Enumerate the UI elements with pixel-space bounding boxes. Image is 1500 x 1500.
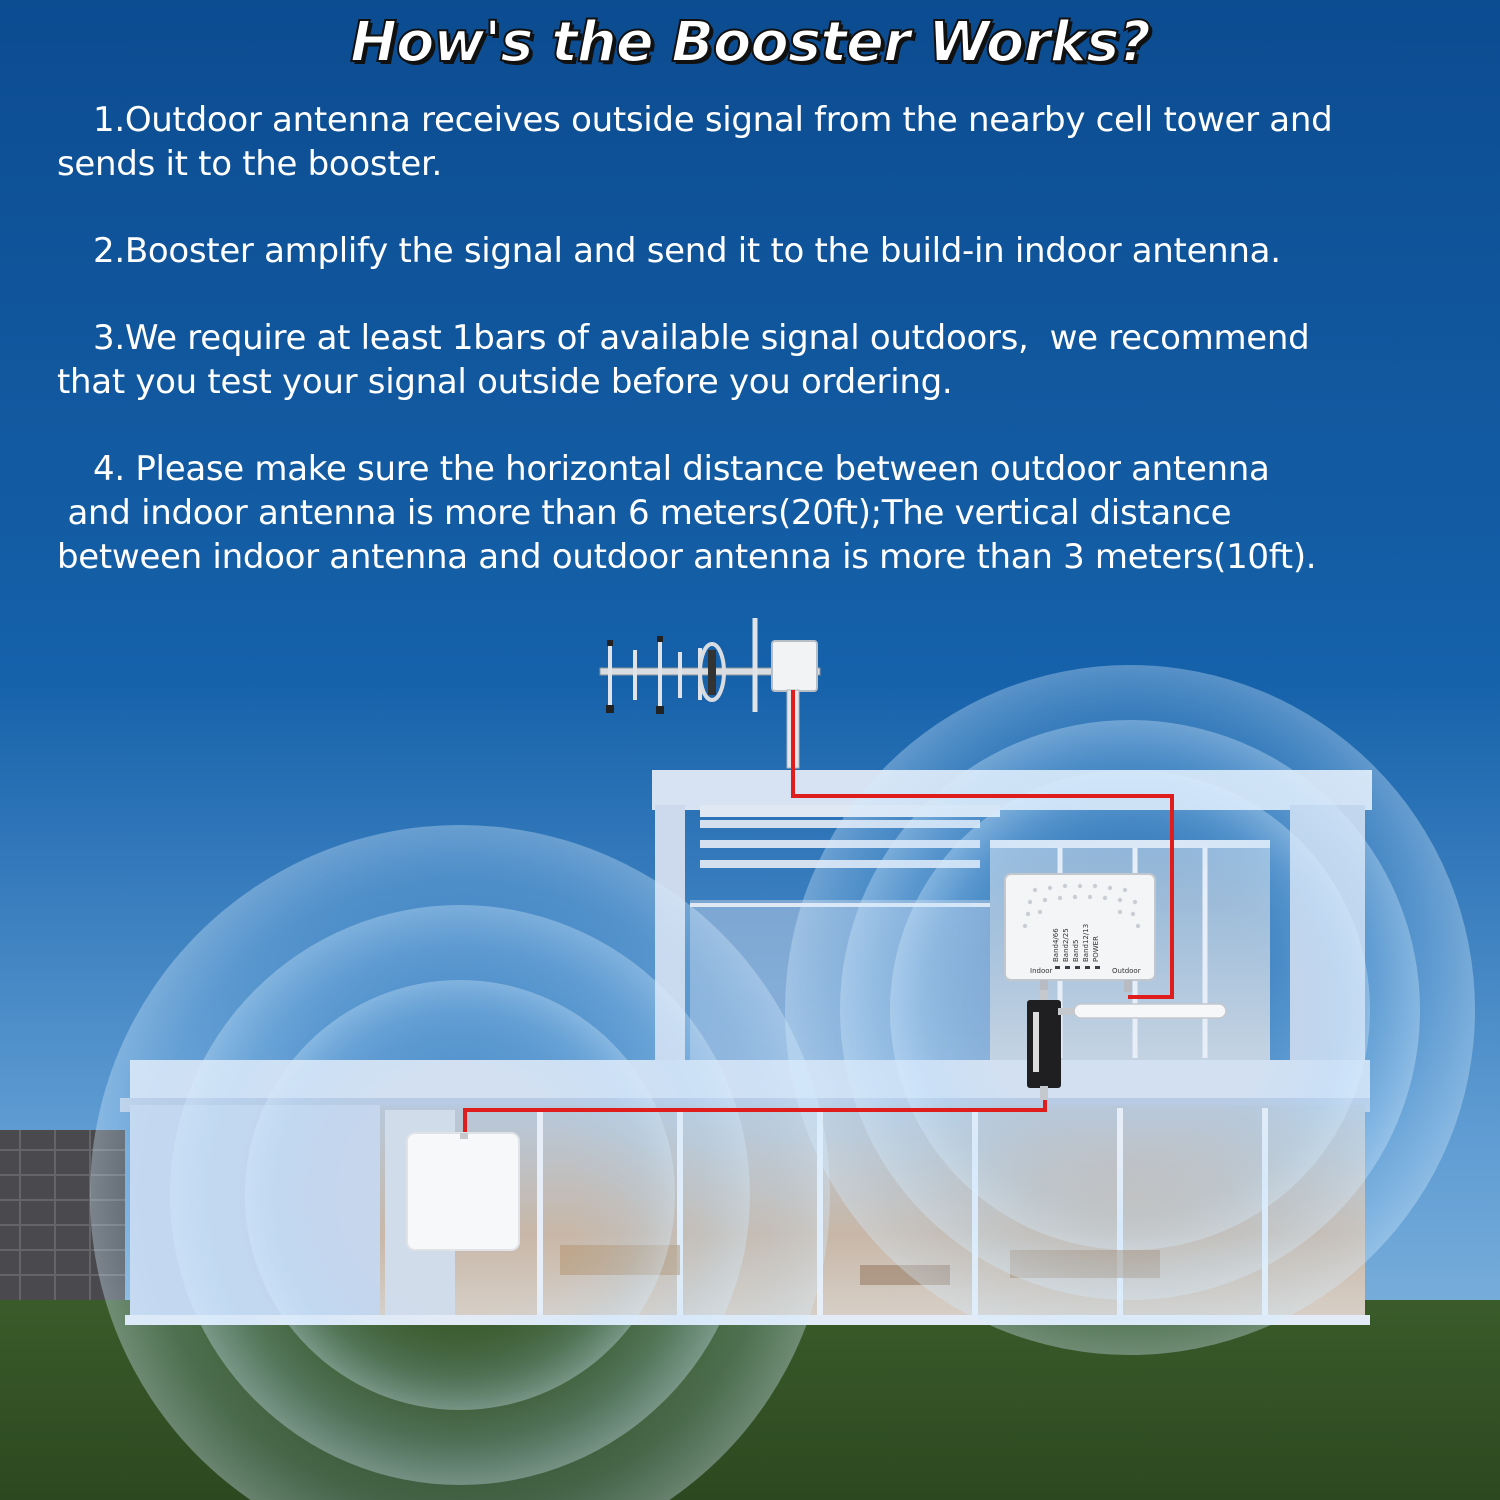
whip-antenna <box>1074 1004 1226 1018</box>
indoor-panel-antenna <box>407 1133 519 1250</box>
step-2 <box>57 229 1457 273</box>
booster-led-label: POWER <box>1092 936 1100 962</box>
booster-led-label: Band12/13 <box>1082 923 1090 962</box>
step-4 <box>57 447 1457 579</box>
booster-outdoor-port-label: Outdoor <box>1112 967 1141 975</box>
step-text-line: 2.Booster amplify the signal and send it to the build-in indoor antenna. <box>93 231 1281 271</box>
step-3 <box>57 316 1457 404</box>
booster-led-label: Band2/25 <box>1062 928 1070 962</box>
booster-unit <box>1005 874 1155 992</box>
step-text-line: and indoor antenna is more than 6 meters(20ft);The vertical distance <box>57 493 1232 533</box>
booster-indoor-port-label: Indoor <box>1030 967 1053 975</box>
steps-list <box>57 98 1457 622</box>
step-text-line: 4. Please make sure the horizontal distance between outdoor antenna <box>93 449 1270 489</box>
step-text-line: 1.Outdoor antenna receives outside signal from the nearby cell tower and <box>93 100 1333 140</box>
step-text-line: 3.We require at least 1bars of available signal outdoors, we recommend <box>93 318 1310 358</box>
page-title: How's the Booster Works? <box>350 10 1150 75</box>
step-1 <box>57 98 1457 186</box>
booster-led-label: Band5 <box>1072 939 1080 962</box>
step-text-line: sends it to the booster. <box>57 144 443 184</box>
step-text-line: between indoor antenna and outdoor antenna is more than 3 meters(10ft). <box>57 537 1317 577</box>
step-text-line: that you test your signal outside before you ordering. <box>57 362 953 402</box>
booster-led-label: Band4/66 <box>1052 928 1060 962</box>
